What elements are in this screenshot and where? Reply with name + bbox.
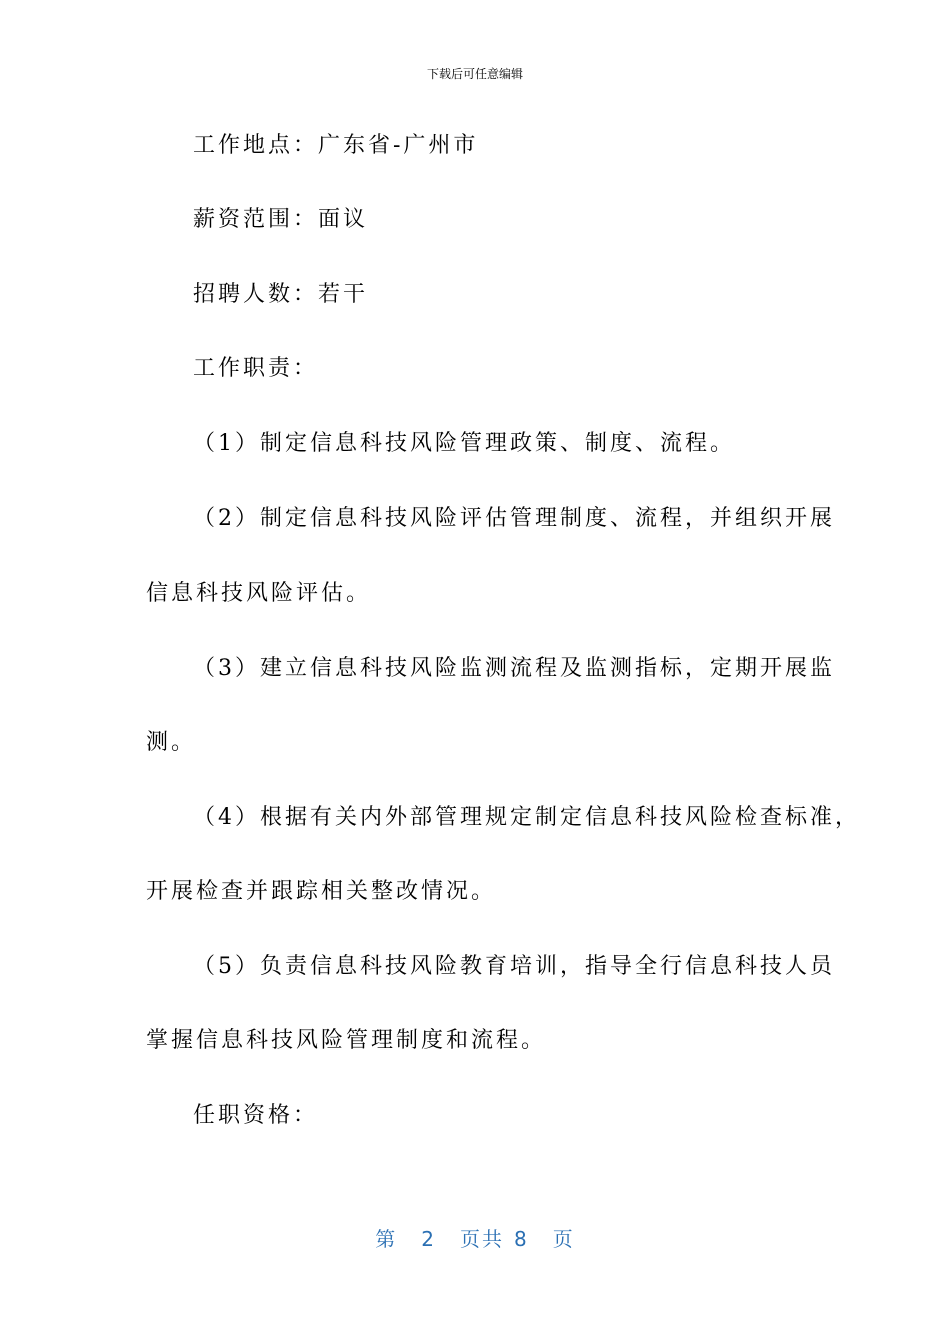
headcount-line: 招聘人数：若干 (193, 282, 369, 307)
duty-4-line-2: 开展检查并跟踪相关整改情况。 (146, 879, 497, 904)
duty-4-line-1: （4）根据有关内外部管理规定制定信息科技风险检查标准， (193, 805, 860, 830)
qualifications-heading: 任职资格： (193, 1103, 319, 1128)
salary-line: 薪资范围：面议 (193, 207, 369, 232)
duty-3-line-2: 测。 (146, 730, 197, 755)
duty-1: （1）制定信息科技风险管理政策、制度、流程。 (193, 431, 735, 456)
footer-suffix: 页 (552, 1227, 575, 1251)
footer-middle: 页共 (460, 1227, 504, 1251)
duty-3-line-1: （3）建立信息科技风险监测流程及监测指标，定期开展监 (193, 656, 835, 681)
page-footer (0, 1225, 950, 1253)
page-header: 下载后可任意编辑 (426, 67, 523, 81)
duty-2-line-1: （2）制定信息科技风险评估管理制度、流程，并组织开展 (193, 506, 835, 531)
footer-current-page: 2 (421, 1227, 436, 1251)
duty-5-line-1: （5）负责信息科技风险教育培训，指导全行信息科技人员 (193, 954, 835, 979)
footer-total-pages: 8 (514, 1227, 529, 1251)
location-line: 工作地点：广东省-广州市 (193, 133, 479, 158)
duties-heading: 工作职责： (193, 356, 319, 381)
duty-2-line-2: 信息科技风险评估。 (146, 581, 372, 606)
footer-prefix: 第 (375, 1227, 398, 1251)
duty-5-line-2: 掌握信息科技风险管理制度和流程。 (146, 1028, 547, 1053)
